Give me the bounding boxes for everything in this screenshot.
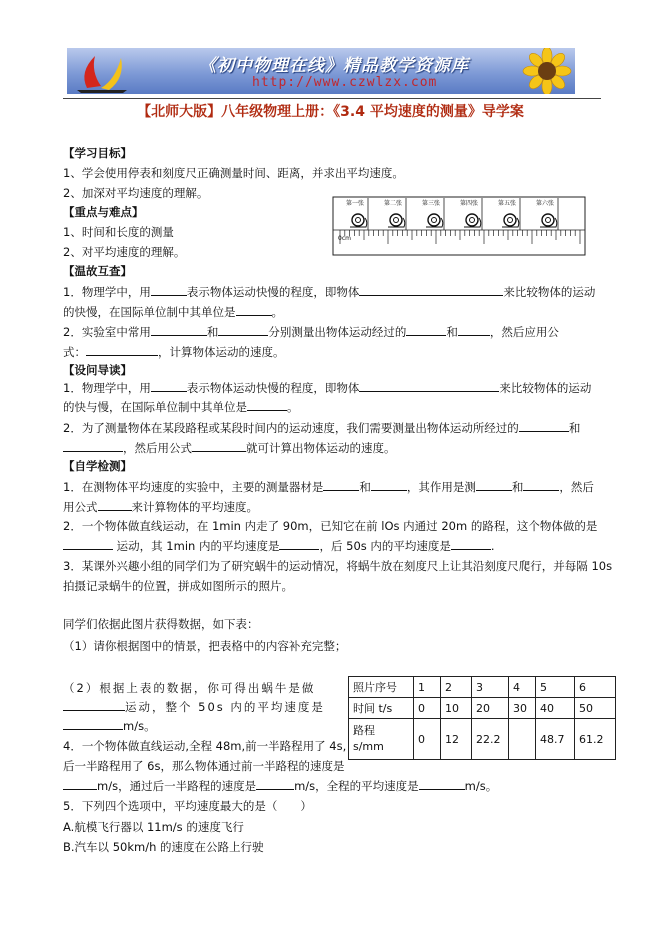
row-header: 路程 s/mm — [349, 719, 414, 760]
logo-icon — [73, 50, 133, 94]
table-cell: 30 — [509, 698, 536, 719]
answer-blank[interactable] — [519, 420, 569, 432]
key-item: 1、时间和长度的测量 — [63, 225, 174, 239]
check-para: 同学们依据此图片获得数据，如下表： — [63, 617, 259, 631]
review-q2-line1: 2．实验室中常用 和 分别测量出物体运动经过的 和 ，然后应用公 — [63, 325, 559, 339]
section-heading-keys: 【重点与难点】 — [63, 205, 144, 219]
section-heading-check: 【自学检测】 — [63, 459, 132, 473]
answer-blank[interactable] — [63, 538, 113, 550]
answer-blank[interactable] — [98, 499, 132, 511]
page-title: 【北师大版】八年级物理上册：《3.4 平均速度的测量》导学案 — [137, 104, 524, 120]
check-p3-line2: 运动，整个 50s 内的平均速度是 — [63, 699, 325, 715]
check-q2-line1: 2．一个物体做直线运动，在 1min 内走了 90m，已知它在前 lOs 内通过 20m 的路程，这个物体做的是 — [63, 519, 598, 533]
table-cell: 6 — [575, 677, 616, 698]
answer-blank[interactable] — [359, 380, 499, 392]
answer-blank[interactable] — [151, 324, 207, 336]
check-q3-line1: 3．某课外兴趣小组的同学们为了研究蜗牛的运动情况，将蜗牛放在刻度尺上让其沿刻度尺爬行，并每隔 10s — [63, 559, 613, 573]
guide-q1-line2: 的快与慢，在国际单位制中其单位是 。 — [63, 400, 299, 414]
answer-blank[interactable] — [63, 778, 97, 790]
answer-blank[interactable] — [279, 538, 319, 550]
answer-blank[interactable] — [63, 699, 125, 711]
answer-blank[interactable] — [151, 284, 187, 296]
photo-label: 第二张 — [384, 200, 403, 207]
answer-blank[interactable] — [359, 284, 503, 296]
check-q4-line3: m/s，通过后一半路程的速度是 m/s，全程的平均速度是 m/s。 — [63, 778, 497, 794]
table-cell: 48.7 — [536, 719, 575, 760]
table-cell: 0 — [414, 698, 441, 719]
answer-blank[interactable] — [151, 380, 187, 392]
check-q4-line1: 4．一个物体做直线运动,全程 48m,前一半路程用了 4s, — [63, 739, 347, 753]
table-cell: 10 — [441, 698, 472, 719]
option-a[interactable]: A.航模飞行器以 11m/s 的速度飞行 — [63, 820, 244, 834]
table-row — [349, 677, 616, 698]
banner-url[interactable]: http://www.czwlzx.com — [252, 75, 438, 90]
answer-blank[interactable] — [323, 479, 359, 491]
photo-label: 第三张 — [422, 200, 441, 207]
goal-item: 2、加深对平均速度的理解。 — [63, 186, 209, 200]
answer-blank[interactable] — [406, 324, 446, 336]
answer-blank[interactable] — [451, 538, 491, 550]
photo-label: 第一张 — [346, 200, 365, 207]
answer-blank[interactable] — [458, 324, 490, 336]
guide-q2-line2: ，然后用公式 就可计算出物体运动的速度。 — [63, 440, 396, 456]
table-cell: 5 — [536, 677, 575, 698]
sunflower-icon — [519, 48, 575, 94]
table-cell: 0 — [414, 719, 441, 760]
table-cell: 1 — [414, 677, 441, 698]
section-heading-goals: 【学习目标】 — [63, 146, 132, 160]
table-cell: 20 — [472, 698, 509, 719]
check-para: （1）请你根据图中的情景，把表格中的内容补充完整； — [63, 639, 347, 653]
answer-blank[interactable] — [256, 778, 294, 790]
table-row — [349, 719, 616, 760]
check-q1-line1: 1．在测物体平均速度的实验中，主要的测量器材是 和 ，其作用是测 和 ，然后 — [63, 480, 594, 494]
answer-blank[interactable] — [371, 479, 407, 491]
photo-label: 第五张 — [498, 200, 517, 207]
answer-blank[interactable] — [523, 479, 559, 491]
check-p3-line1: （2）根据上表的数据，你可得出蜗牛是做 — [63, 681, 316, 695]
header-rule — [63, 98, 601, 99]
answer-blank[interactable] — [476, 479, 512, 491]
answer-blank[interactable] — [63, 718, 123, 730]
answer-blank[interactable] — [236, 304, 272, 316]
check-q2-line2-content: 运动，其 1min 内的平均速度是 ，后 50s 内的平均速度是 . — [63, 538, 495, 554]
guide-q1-line1: 1．物理学中，用 表示物体运动快慢的程度，即物体 来比较物体的运动 — [63, 381, 592, 395]
answer-blank[interactable] — [192, 440, 246, 452]
table-cell: 40 — [536, 698, 575, 719]
photo-label: 第六张 — [536, 200, 555, 207]
table-cell-empty[interactable] — [509, 719, 536, 760]
check-q5: 5．下列四个选项中，平均速度最大的是（ ） — [63, 799, 312, 813]
photo-label: 第四张 — [460, 200, 479, 207]
table-cell: 12 — [441, 719, 472, 760]
review-q1-line1: 1．物理学中，用 表示物体运动快慢的程度，即物体 来比较物体的运动 — [63, 285, 596, 299]
answer-blank[interactable] — [247, 399, 287, 411]
option-b[interactable]: B.汽车以 50km/h 的速度在公路上行驶 — [63, 840, 264, 854]
banner-brand: 《初中物理在线》精品教学资源库 — [199, 56, 469, 76]
goal-item: 1、学会使用停表和刻度尺正确测量时间、距离，并求出平均速度。 — [63, 166, 404, 180]
table-cell: 22.2 — [472, 719, 509, 760]
check-q3-line2: 拍摄记录蜗牛的位置，拼成如图所示的照片。 — [63, 579, 293, 593]
review-q2-line2: 式： ，计算物体运动的速度。 — [63, 345, 285, 359]
snail-ruler-figure — [332, 196, 586, 256]
answer-blank[interactable] — [63, 440, 123, 452]
snail-data-table — [348, 676, 616, 760]
row-header: 照片序号 — [349, 677, 414, 698]
answer-blank[interactable] — [86, 344, 158, 356]
table-cell: 2 — [441, 677, 472, 698]
answer-blank[interactable] — [419, 778, 465, 790]
answer-blank[interactable] — [218, 324, 268, 336]
table-cell: 50 — [575, 698, 616, 719]
section-heading-review: 【温故互查】 — [63, 264, 132, 278]
table-cell: 3 — [472, 677, 509, 698]
table-cell: 61.2 — [575, 719, 616, 760]
section-heading-guide: 【设问导读】 — [63, 363, 132, 377]
key-item: 2、对平均速度的理解。 — [63, 245, 186, 259]
table-cell: 4 — [509, 677, 536, 698]
guide-q2-line1: 2．为了测量物体在某段路程或某段时间内的运动速度，我们需要测量出物体运动所经过的 和 — [63, 421, 581, 435]
ruler-zero-label: 0cm — [338, 235, 351, 242]
check-p3-line3: m/s。 — [63, 718, 156, 734]
review-q1-line2: 的快慢，在国际单位制中其单位是 。 — [63, 305, 283, 319]
table-row — [349, 698, 616, 719]
header-banner — [67, 48, 575, 94]
row-header: 时间 t/s — [349, 698, 414, 719]
check-q1-line2: 用公式 来计算物体的平均速度。 — [63, 500, 258, 514]
check-q4-line2: 后一半路程用了 6s，那么物体通过前一半路程的速度是 — [63, 759, 345, 773]
